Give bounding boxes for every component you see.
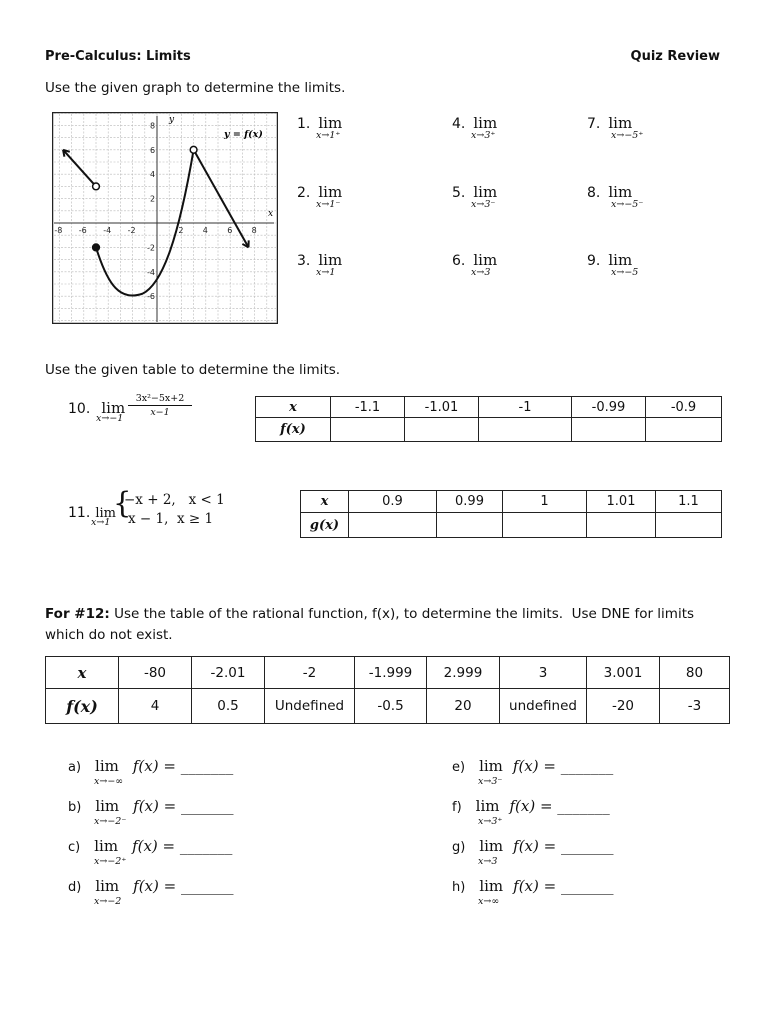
question-number: 2. — [297, 185, 311, 201]
lim-word: lim — [95, 797, 120, 815]
question-number: 3. — [297, 253, 311, 269]
q12-f-value: Undefined — [265, 689, 355, 724]
q12-x-value: 80 — [660, 657, 730, 689]
q10-answer-cell[interactable] — [479, 418, 572, 442]
q10-answer-cell[interactable] — [646, 418, 722, 442]
lim-subscript: x→3 — [471, 267, 491, 278]
graph-limit-question — [452, 182, 498, 210]
q12-part — [68, 797, 234, 827]
q11-x-value: 1.01 — [587, 491, 656, 513]
lim-word: lim — [608, 251, 633, 269]
q10-answer-cell[interactable] — [331, 418, 405, 442]
q12-instructions — [45, 606, 694, 622]
q12-label: For #12: — [45, 606, 110, 622]
q10-header-x: x — [256, 397, 331, 418]
lim-word: lim — [318, 251, 343, 269]
y-tick-label: 2 — [150, 194, 156, 204]
lim-subscript: x→3 — [478, 856, 498, 867]
graph-label: y = f(x) — [224, 129, 263, 140]
function-graph — [52, 112, 278, 324]
left-ray — [63, 150, 96, 187]
q10-x-value: -0.99 — [572, 397, 646, 418]
question-number: 1. — [297, 116, 311, 132]
part-label: g) — [452, 840, 466, 855]
answer-expression[interactable]: f(x) = _______ — [132, 757, 234, 775]
q12-x-value: -1.999 — [355, 657, 427, 689]
y-tick-label: 8 — [150, 121, 156, 131]
lim-word: lim — [95, 757, 119, 775]
y-tick-label: -4 — [147, 267, 155, 277]
q12-x-value: -80 — [119, 657, 192, 689]
q12-header-f: f(x) — [46, 689, 119, 724]
lim-subscript: x→3⁺ — [478, 816, 503, 827]
q11-lim: lim — [95, 506, 117, 521]
lim-word: lim — [473, 251, 498, 269]
q10-numerator: 3x²−5x+2 — [128, 393, 192, 406]
lim-word: lim — [473, 183, 498, 201]
lim-subscript: x→−2⁺ — [94, 856, 127, 867]
q10-denominator: x−1 — [150, 407, 170, 418]
lim-word: lim — [608, 114, 633, 132]
question-number: 7. — [587, 116, 601, 132]
question-number: 8. — [587, 185, 601, 201]
q12-f-value: 0.5 — [192, 689, 265, 724]
lim-word: lim — [94, 837, 119, 855]
q11-answer-cell[interactable] — [587, 513, 656, 538]
table-instructions: Use the given table to determine the limits. — [45, 362, 341, 378]
graph-limit-question — [587, 113, 644, 141]
q11-x-value: 0.9 — [349, 491, 437, 513]
graph-limit-question — [297, 182, 343, 210]
q10-answer-cell[interactable] — [405, 418, 479, 442]
graph-instructions: Use the given graph to determine the limits. — [45, 80, 346, 96]
part-label: h) — [452, 880, 466, 895]
q11-x-value: 1.1 — [656, 491, 722, 513]
y-tick-label: 6 — [150, 145, 156, 155]
q10-lim: lim — [101, 399, 126, 417]
q11-answer-cell[interactable] — [503, 513, 587, 538]
q11-table — [300, 490, 722, 538]
q12-header-x: x — [46, 657, 119, 689]
lim-subscript: x→3⁻ — [471, 199, 496, 210]
q12-part — [68, 877, 234, 907]
q12-part — [68, 757, 234, 787]
graph-limit-question — [297, 113, 343, 141]
page-title: Pre-Calculus: Limits — [45, 49, 191, 64]
q10-answer-cell[interactable] — [572, 418, 646, 442]
part-label: b) — [68, 800, 82, 815]
answer-expression[interactable]: f(x) = _______ — [512, 757, 614, 775]
x-tick-label: -2 — [127, 226, 136, 235]
question-number: 5. — [452, 185, 466, 201]
y-tick-label: 4 — [150, 170, 156, 180]
part-label: d) — [68, 880, 82, 895]
x-tick-label: -8 — [54, 226, 63, 235]
x-tick-label: 8 — [251, 226, 257, 235]
q12-part — [452, 757, 614, 787]
lim-subscript: x→−2⁻ — [94, 816, 127, 827]
graph-limit-question — [587, 182, 644, 210]
graph-limit-question — [587, 250, 639, 278]
q11-answer-cell[interactable] — [349, 513, 437, 538]
open-point — [190, 146, 197, 153]
question-number: 6. — [452, 253, 466, 269]
q10-limit — [68, 398, 126, 424]
q10-x-value: -1.1 — [331, 397, 405, 418]
q12-x-value: 3.001 — [587, 657, 660, 689]
graph-limit-question — [297, 250, 343, 278]
y-tick-label: -6 — [147, 292, 155, 302]
q11-header-g: g(x) — [301, 513, 349, 538]
x-tick-label: -4 — [103, 226, 112, 235]
q12-x-value: 2.999 — [427, 657, 500, 689]
q10-header-f: f(x) — [256, 418, 331, 442]
q12-part — [452, 877, 614, 907]
q12-x-value: -2 — [265, 657, 355, 689]
part-label: a) — [68, 760, 82, 775]
q10-x-value: -1 — [479, 397, 572, 418]
lim-subscript: x→1⁺ — [316, 130, 341, 141]
q11-header-x: x — [301, 491, 349, 513]
x-axis-label: x — [268, 209, 274, 219]
x-tick-label: -6 — [78, 226, 87, 235]
answer-expression[interactable]: f(x) = _______ — [513, 877, 614, 895]
q10-fraction — [128, 393, 192, 418]
lim-subscript: x→3⁻ — [478, 776, 503, 787]
q11-answer-cell[interactable] — [437, 513, 503, 538]
lim-subscript: x→−5 — [611, 267, 639, 278]
q12-line1: Use the table of the rational function, f(x), to determine the limits. Use DNE for limits — [109, 606, 695, 622]
q12-f-value: 20 — [427, 689, 500, 724]
q12-x-value: -2.01 — [192, 657, 265, 689]
graph-limit-question — [452, 113, 498, 141]
lim-word: lim — [318, 114, 343, 132]
lim-word: lim — [475, 797, 500, 815]
lim-subscript: x→∞ — [478, 896, 500, 907]
q11-limit — [68, 502, 117, 528]
q12-f-value: -3 — [660, 689, 730, 724]
q12-instructions-line2: which do not exist. — [45, 627, 173, 643]
lim-word: lim — [479, 837, 504, 855]
lim-word: lim — [479, 757, 503, 775]
q12-part — [68, 837, 233, 867]
answer-expression[interactable]: f(x) = _______ — [133, 797, 234, 815]
q10-x-value: -1.01 — [405, 397, 479, 418]
q12-f-value: 4 — [119, 689, 192, 724]
brace: { — [113, 486, 132, 520]
y-axis-label: y — [169, 115, 175, 125]
lim-word: lim — [473, 114, 498, 132]
answer-expression[interactable]: f(x) = _______ — [133, 877, 234, 895]
lim-word: lim — [608, 183, 633, 201]
lim-subscript: x→−5⁺ — [611, 130, 644, 141]
question-number: 4. — [452, 116, 466, 132]
q12-f-value: -0.5 — [355, 689, 427, 724]
open-point — [93, 183, 100, 190]
q11-answer-cell[interactable] — [656, 513, 722, 538]
q11-number: 11. — [68, 505, 91, 521]
lim-subscript: x→−2 — [94, 896, 122, 907]
q11-x-value: 0.99 — [437, 491, 503, 513]
q10-number: 10. — [68, 401, 91, 417]
q11-x-value: 1 — [503, 491, 587, 513]
lim-subscript: x→1 — [316, 267, 336, 278]
lim-subscript: x→1⁻ — [316, 199, 341, 210]
answer-expression[interactable]: f(x) = _______ — [509, 797, 610, 815]
lim-word: lim — [479, 877, 504, 895]
q12-table — [45, 656, 730, 724]
lim-word: lim — [318, 183, 343, 201]
part-label: c) — [68, 840, 81, 855]
q12-f-value: undefined — [500, 689, 587, 724]
part-label: e) — [452, 760, 466, 775]
answer-expression[interactable]: f(x) = _______ — [513, 837, 614, 855]
closed-point — [93, 244, 100, 251]
q10-x-value: -0.9 — [646, 397, 722, 418]
question-number: 9. — [587, 253, 601, 269]
page-subtitle: Quiz Review — [630, 49, 720, 64]
q10-table — [255, 396, 722, 442]
q12-part — [452, 797, 610, 827]
lim-subscript: x→−∞ — [94, 776, 124, 787]
answer-expression[interactable]: f(x) = _______ — [132, 837, 233, 855]
lim-word: lim — [95, 877, 120, 895]
part-label: f) — [452, 800, 462, 815]
x-tick-label: 6 — [227, 226, 233, 235]
q12-x-value: 3 — [500, 657, 587, 689]
q12-f-value: -20 — [587, 689, 660, 724]
q11-case1: −x + 2, x < 1 — [124, 492, 225, 508]
x-tick-label: 4 — [202, 226, 208, 235]
q11-case2: x − 1, x ≥ 1 — [128, 511, 214, 527]
y-tick-label: -2 — [147, 243, 155, 253]
lim-subscript: x→−5⁻ — [611, 199, 644, 210]
q11-subscript: x→1 — [91, 517, 111, 528]
q12-part — [452, 837, 614, 867]
graph-limit-question — [452, 250, 498, 278]
x-tick-label: 2 — [178, 226, 184, 235]
lim-subscript: x→3⁺ — [471, 130, 496, 141]
q10-subscript: x→−1 — [96, 413, 124, 424]
